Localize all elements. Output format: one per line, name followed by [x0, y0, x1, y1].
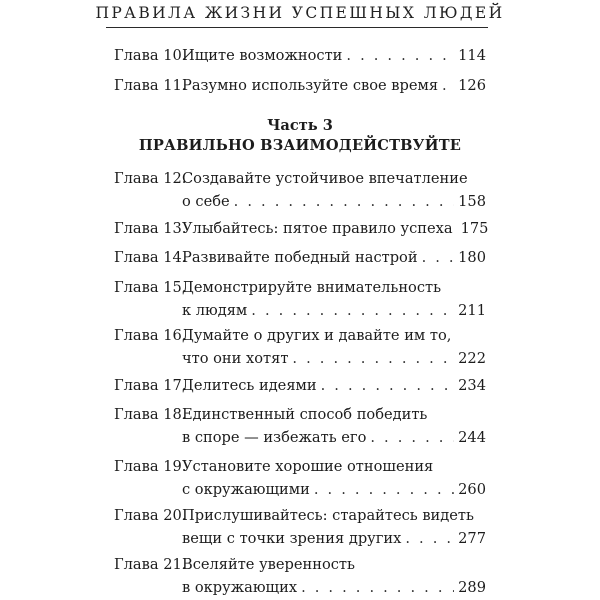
- chapter-title: Установите хорошие отношения: [182, 458, 434, 475]
- dot-leader: [442, 74, 454, 97]
- toc-line: [114, 504, 486, 527]
- chapter-title-continued: о себе: [182, 193, 230, 210]
- toc-line: [114, 324, 486, 347]
- running-header: ПРАВИЛА ЖИЗНИ УСПЕШНЫХ ЛЮДЕЙ: [95, 4, 505, 22]
- page-number: 244: [458, 429, 486, 446]
- page-number: 158: [458, 193, 486, 210]
- chapter-title: Создавайте устойчивое впечатление: [182, 170, 468, 187]
- toc-entry-chapter-14: [114, 246, 486, 269]
- page-number: 222: [458, 350, 486, 367]
- dot-leader: [301, 576, 454, 599]
- toc-line: [114, 527, 486, 550]
- toc-line: [114, 374, 486, 397]
- header-rule: [106, 27, 488, 28]
- dot-leader: [234, 190, 454, 213]
- toc-entry-chapter-11: [114, 74, 486, 97]
- chapter-number: Глава 16.: [114, 327, 187, 344]
- dot-leader: [370, 426, 454, 449]
- part-title: ПРАВИЛЬНО ВЗАИМОДЕЙСТВУЙТЕ: [138, 137, 462, 154]
- chapter-number: Глава 18.: [114, 406, 187, 423]
- chapter-title-continued: с окружающими: [182, 481, 310, 498]
- toc-entry-chapter-17: [114, 374, 486, 397]
- chapter-number: Глава 15.: [114, 279, 187, 296]
- toc-line: [114, 74, 486, 97]
- chapter-title-continued: в окружающих: [182, 579, 298, 596]
- page-number: 260: [458, 481, 486, 498]
- toc-line: [114, 553, 486, 576]
- dot-leader: [346, 44, 454, 67]
- toc-entry-chapter-12: [114, 167, 486, 213]
- toc-line: [114, 167, 486, 190]
- chapter-number: Глава 21.: [114, 556, 187, 573]
- chapter-number: Глава 17.: [114, 377, 187, 394]
- chapter-title: Разумно используйте свое время: [182, 77, 439, 94]
- toc-line: [114, 217, 489, 240]
- page-number: 289: [458, 579, 486, 596]
- chapter-number: Глава 11.: [114, 77, 187, 94]
- chapter-title: Демонстрируйте внимательность: [182, 279, 442, 296]
- chapter-title: Ищите возможности: [182, 47, 343, 64]
- part-label: Часть 3: [267, 117, 333, 134]
- chapter-title-continued: вещи с точки зрения других: [182, 530, 402, 547]
- toc-line: [114, 246, 486, 269]
- toc-entry-chapter-21: [114, 553, 486, 599]
- toc-entry-chapter-19: [114, 455, 486, 501]
- toc-line: [114, 347, 486, 370]
- page-number: 211: [458, 302, 486, 319]
- toc-line: [114, 276, 486, 299]
- chapter-title: Прислушивайтесь: старайтесь видеть: [182, 507, 474, 524]
- toc-entry-chapter-20: [114, 504, 486, 550]
- toc-entry-chapter-10: [114, 44, 486, 67]
- dot-leader: [251, 299, 454, 322]
- chapter-title-continued: что они хотят: [182, 350, 289, 367]
- chapter-title: Вселяйте уверенность: [182, 556, 355, 573]
- chapter-title: Улыбайтесь: пятое правило успеха: [182, 220, 453, 237]
- toc-line: [114, 403, 486, 426]
- page-number: 175: [460, 220, 489, 237]
- dot-leader: [314, 478, 454, 501]
- chapter-title: Развивайте победный настрой: [182, 249, 418, 266]
- chapter-title: Единственный способ победить: [182, 406, 428, 423]
- toc-entry-chapter-15: [114, 276, 486, 322]
- page-number: 114: [458, 47, 486, 64]
- chapter-title: Делитесь идеями: [182, 377, 317, 394]
- toc-line: [114, 478, 486, 501]
- chapter-title-continued: в споре — избежать его: [182, 429, 367, 446]
- chapter-number: Глава 10.: [114, 47, 187, 64]
- page-number: 126: [458, 77, 486, 94]
- toc-line: [114, 576, 486, 599]
- chapter-number: Глава 19.: [114, 458, 187, 475]
- toc-line: [114, 426, 486, 449]
- page-number: 180: [458, 249, 486, 266]
- chapter-number: Глава 14.: [114, 249, 187, 266]
- dot-leader: [321, 374, 455, 397]
- toc-line: [114, 190, 486, 213]
- toc-line: [114, 44, 486, 67]
- page-number: 277: [458, 530, 486, 547]
- chapter-title-continued: к людям: [182, 302, 248, 319]
- toc-line: [114, 455, 486, 478]
- toc-entry-chapter-18: [114, 403, 486, 449]
- toc-line: [114, 299, 486, 322]
- dot-leader: [292, 347, 454, 370]
- dot-leader: [405, 527, 454, 550]
- chapter-number: Глава 12.: [114, 170, 187, 187]
- toc-entry-chapter-13: [114, 217, 489, 240]
- chapter-title: Думайте о других и давайте им то,: [182, 327, 452, 344]
- chapter-number: Глава 13.: [114, 220, 187, 237]
- chapter-number: Глава 20.: [114, 507, 187, 524]
- page-number: 234: [458, 377, 486, 394]
- dot-leader: [422, 246, 455, 269]
- toc-entry-chapter-16: [114, 324, 486, 370]
